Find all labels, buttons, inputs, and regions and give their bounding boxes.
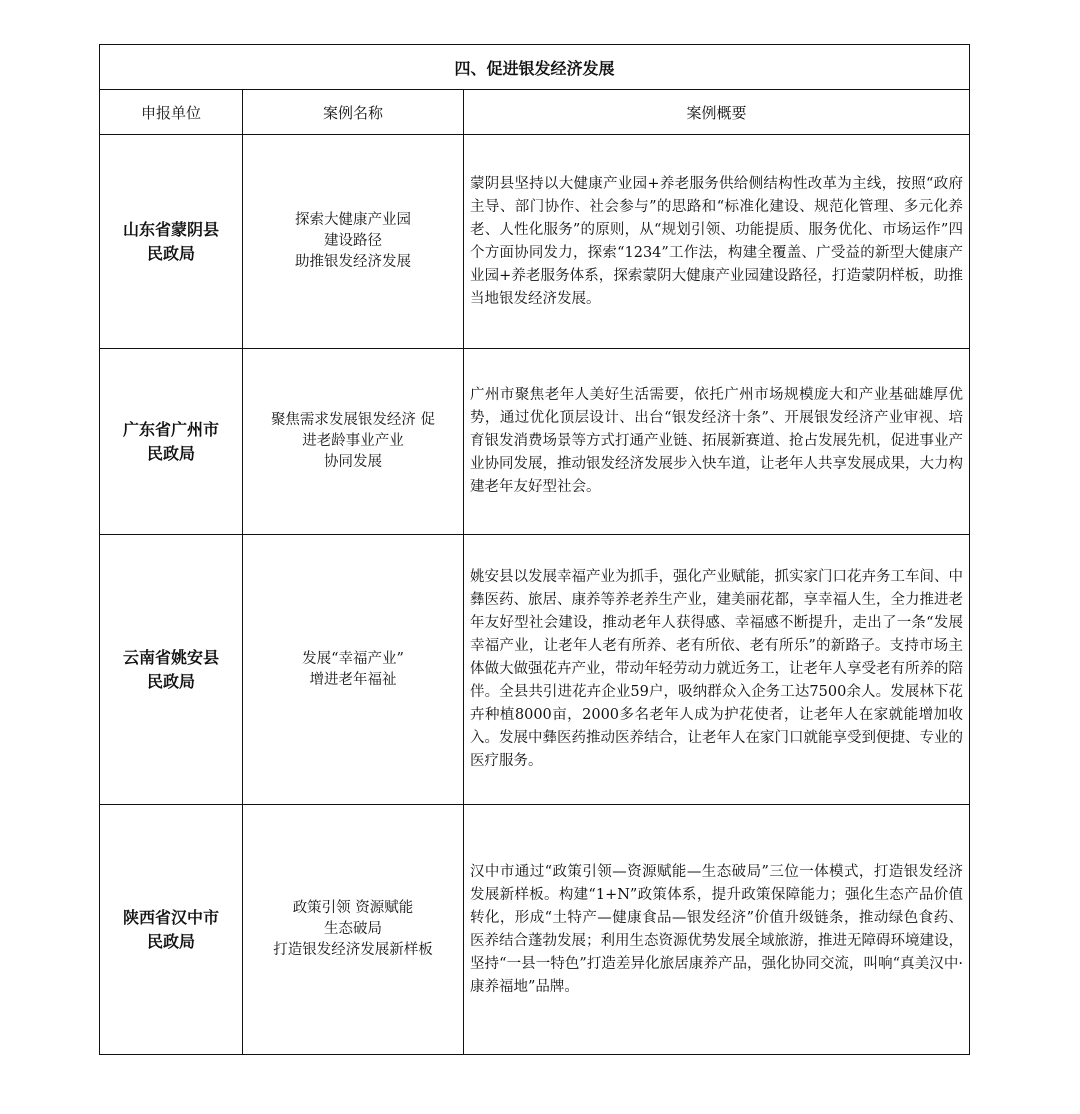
- row-summary: 广州市聚焦老年人美好生活需要，依托广州市场规模庞大和产业基础雄厚优势，通过优化顶层设计、出台“银发经济十条”、开展银发经济产业审视、培育银发消费场景等方式打通产业链、拓展新赛道、抢占发展先机，促进事业产业协同发展，推动银发经济发展步入快车道，让老年人共享发展成果，大力构建老年友好型社会。: [464, 349, 970, 535]
- table-row: [100, 535, 970, 805]
- table-row: [100, 805, 970, 1055]
- row-summary: 姚安县以发展幸福产业为抓手，强化产业赋能，抓实家门口花卉务工车间、中彝医药、旅居、康养等养老养生产业，建美丽花都，享幸福人生，全力推进老年友好型社会建设，推动老年人获得感、幸福感不断提升，走出了一条“发展幸福产业，让老年人老有所养、老有所依、老有所乐”的新路子。支持市场主体做大做强花卉产业，带动年轻劳动力就近务工，让老年人享受老有所养的陪伴。全县共引进花卉企业59户，吸纳群众入企务工达7500余人。发展林下花卉种植8000亩，2000多名老年人成为护花使者，让老年人在家就能增加收入。发展中彝医药推动医养结合，让老年人在家门口就能享受到便捷、专业的医疗服务。: [464, 535, 970, 805]
- table-row: [100, 349, 970, 535]
- row-case-name: 政策引领 资源赋能 生态破局 打造银发经济发展新样板: [243, 805, 464, 1055]
- row-unit: 陕西省汉中市 民政局: [100, 805, 243, 1055]
- row-unit: 山东省蒙阴县 民政局: [100, 135, 243, 349]
- column-header-summary: 案例概要: [464, 90, 970, 135]
- row-case-name: 探索大健康产业园 建设路径 助推银发经济发展: [243, 135, 464, 349]
- row-case-name: 发展“幸福产业” 增进老年福祉: [243, 535, 464, 805]
- row-summary: 蒙阴县坚持以大健康产业园+养老服务供给侧结构性改革为主线，按照“政府主导、部门协作、社会参与”的思路和“标准化建设、规范化管理、多元化养老、人性化服务”的原则，从“规划引领、功能提质、服务优化、市场运作”四个方面协同发力，探索“1234”工作法，构建全覆盖、广受益的新型大健康产业园+养老服务体系，探索蒙阴大健康产业园建设路径，打造蒙阴样板，助推当地银发经济发展。: [464, 135, 970, 349]
- column-header-case-name: 案例名称: [243, 90, 464, 135]
- column-header-unit: 申报单位: [100, 90, 243, 135]
- row-summary: 汉中市通过“政策引领—资源赋能—生态破局”三位一体模式，打造银发经济发展新样板。构建“1+N”政策体系，提升政策保障能力；强化生态产品价值转化，形成“土特产—健康食品—银发经济”价值升级链条，推动绿色食药、医养结合蓬勃发展；利用生态资源优势发展全域旅游，推进无障碍环境建设，坚持“一县一特色”打造差异化旅居康养产品，强化协同交流，叫响“真美汉中·康养福地”品牌。: [464, 805, 970, 1055]
- row-case-name: 聚焦需求发展银发经济 促 进老龄事业产业 协同发展: [243, 349, 464, 535]
- row-unit: 广东省广州市 民政局: [100, 349, 243, 535]
- case-table: [99, 44, 970, 1055]
- row-unit: 云南省姚安县 民政局: [100, 535, 243, 805]
- table-row: [100, 135, 970, 349]
- section-title: 四、促进银发经济发展: [100, 45, 970, 90]
